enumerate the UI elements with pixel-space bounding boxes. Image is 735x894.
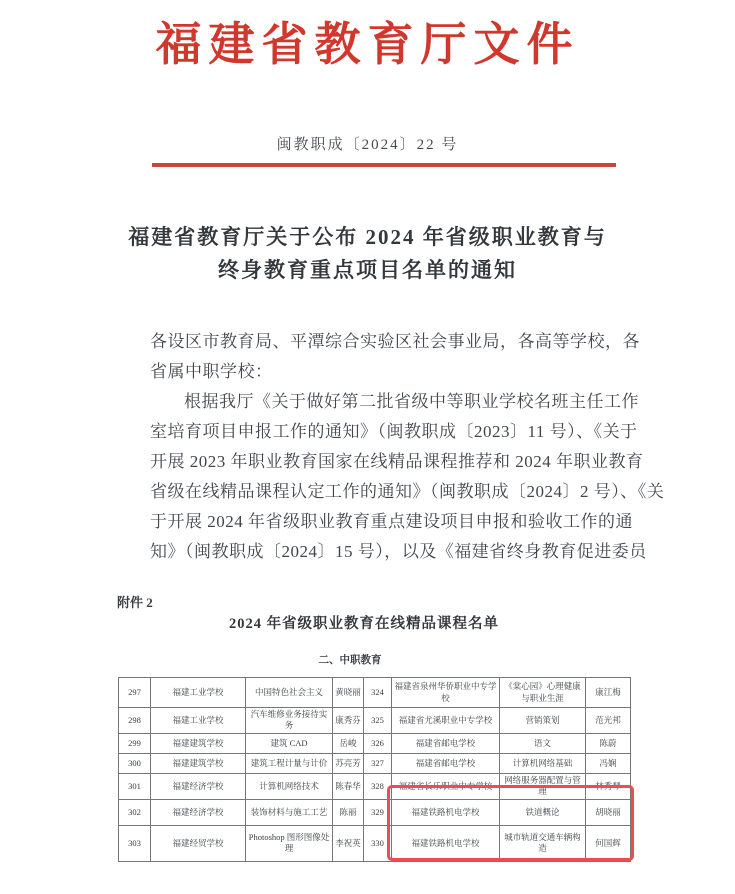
row-number-left: 299: [119, 733, 151, 753]
teacher-cell-right: 冯娴: [586, 753, 631, 773]
body-line: 开展 2023 年职业教育国家在线精品课程推荐和 2024 年职业教育: [150, 452, 644, 471]
teacher-cell-right: 林秀琴: [586, 773, 631, 799]
teacher-cell-left: 苏亮芳: [333, 753, 364, 773]
teacher-cell-right: 胡晓丽: [586, 799, 631, 825]
course-table-body: [119, 678, 631, 862]
teacher-cell-right: 康江梅: [586, 678, 631, 708]
school-cell-right: 福建省泉州华侨职业中专学校: [392, 678, 500, 708]
table-row: [119, 708, 631, 734]
course-cell-right: 营销策划: [500, 708, 586, 734]
school-cell-right: 福建铁路机电学校: [392, 825, 500, 861]
course-cell-right: 城市轨道交通车辆构造: [500, 825, 586, 861]
row-number-right: 328: [364, 773, 392, 799]
course-cell-left: 计算机网络技术: [246, 773, 333, 799]
teacher-cell-left: 黄晓丽: [333, 678, 364, 708]
section-heading: 二、中职教育: [318, 655, 382, 666]
row-number-right: 329: [364, 799, 392, 825]
body-line: 于开展 2024 年省级职业教育重点建设项目申报和验收工作的通: [150, 512, 633, 531]
body-line: 各设区市教育局、平潭综合实验区社会事业局，各高等学校，各: [150, 332, 640, 351]
row-number-left: 298: [119, 708, 151, 734]
school-cell-left: 福建工业学校: [151, 708, 246, 734]
notice-body: [150, 327, 665, 567]
row-number-left: 300: [119, 753, 151, 773]
body-line: 省级在线精品课程认定工作的通知》（闽教职成〔2024〕2 号）、《关: [150, 482, 665, 501]
school-cell-right: 福建省邮电学校: [392, 753, 500, 773]
course-cell-left: 建筑 CAD: [246, 733, 333, 753]
course-cell-left: 中国特色社会主义: [246, 678, 333, 708]
school-cell-left: 福建经济学校: [151, 799, 246, 825]
table-row: [119, 773, 631, 799]
body-line: 省属中职学校：: [150, 362, 273, 381]
school-cell-right: 福建省邮电学校: [392, 733, 500, 753]
course-cell-left: 汽车维修业务接待实务: [246, 708, 333, 734]
attachment-label: 附件 2: [117, 595, 153, 610]
school-cell-left: 福建建筑学校: [151, 753, 246, 773]
body-line: 知》（闽教职成〔2024〕15 号），以及《福建省终身教育促进委员: [150, 542, 647, 561]
row-number-right: 327: [364, 753, 392, 773]
row-number-left: 297: [119, 678, 151, 708]
row-number-right: 326: [364, 733, 392, 753]
row-number-right: 330: [364, 825, 392, 861]
teacher-cell-right: 何国辉: [586, 825, 631, 861]
table-row: [119, 753, 631, 773]
table-row: [119, 799, 631, 825]
course-cell-right: 铁道概论: [500, 799, 586, 825]
course-cell-right: 网络服务器配置与管理: [500, 773, 586, 799]
table-row: [119, 678, 631, 708]
school-cell-left: 福建经济学校: [151, 773, 246, 799]
teacher-cell-left: 康秀芬: [333, 708, 364, 734]
teacher-cell-left: 李祝英: [333, 825, 364, 861]
teacher-cell-right: 陈蔚: [586, 733, 631, 753]
notice-title: [0, 221, 735, 287]
row-number-left: 303: [119, 825, 151, 861]
body-line: 室培育项目申报工作的通知》（闽教职成〔2023〕11 号）、《关于: [150, 422, 638, 441]
document-number: 闽教职成〔2024〕22 号: [276, 137, 459, 153]
agency-letterhead: 福建省教育厅文件: [155, 19, 580, 70]
course-cell-left: 装饰材料与施工工艺: [246, 799, 333, 825]
notice-title-line2: 终身教育重点项目名单的通知: [218, 258, 517, 282]
school-cell-right: 福建铁路机电学校: [392, 799, 500, 825]
course-table: [118, 677, 631, 862]
teacher-cell-left: 陈春华: [333, 773, 364, 799]
teacher-cell-right: 范光邦: [586, 708, 631, 734]
red-divider-line: [152, 163, 616, 167]
row-number-right: 324: [364, 678, 392, 708]
school-cell-left: 福建工业学校: [151, 678, 246, 708]
course-cell-right: 语文: [500, 733, 586, 753]
school-cell-right: 福建省尤溪职业中专学校: [392, 708, 500, 734]
teacher-cell-left: 陈丽: [333, 799, 364, 825]
table-row: [119, 733, 631, 753]
row-number-left: 302: [119, 799, 151, 825]
course-cell-left: Photoshop 图形图像处理: [246, 825, 333, 861]
table-row: [119, 825, 631, 861]
row-number-right: 325: [364, 708, 392, 734]
row-number-left: 301: [119, 773, 151, 799]
course-cell-right: 《棠心园》心理健康与职业生涯: [500, 678, 586, 708]
school-cell-left: 福建建筑学校: [151, 733, 246, 753]
course-cell-right: 计算机网络基础: [500, 753, 586, 773]
course-cell-left: 建筑工程计量与计价: [246, 753, 333, 773]
notice-title-line1: 福建省教育厅关于公布 2024 年省级职业教育与: [128, 225, 607, 249]
body-line: 根据我厅《关于做好第二批省级中等职业学校名班主任工作: [184, 392, 639, 411]
school-cell-left: 福建经贸学校: [151, 825, 246, 861]
school-cell-right: 福建省长乐职业中专学校: [392, 773, 500, 799]
teacher-cell-left: 岳峻: [333, 733, 364, 753]
attachment-table-title: 2024 年省级职业教育在线精品课程名单: [228, 616, 500, 632]
